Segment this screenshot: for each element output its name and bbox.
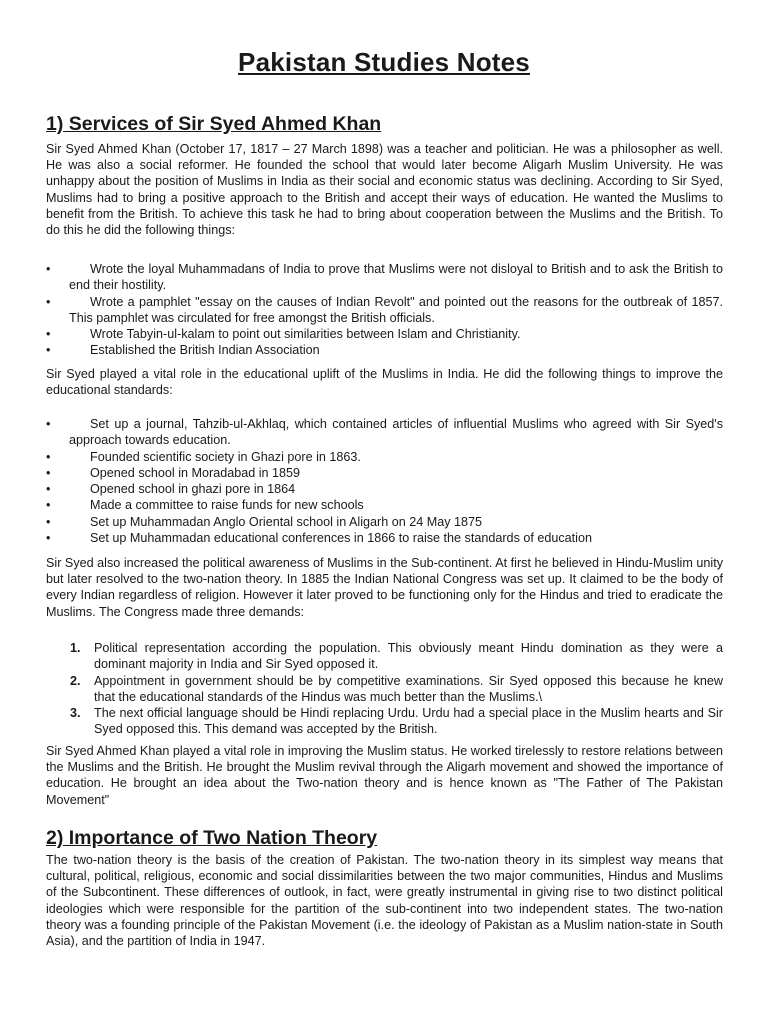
bullet-icon: • xyxy=(46,531,51,546)
bullet-icon: • xyxy=(46,498,51,513)
list-item xyxy=(46,481,723,497)
item-number: 2. xyxy=(70,673,81,688)
bullet-icon: • xyxy=(46,294,51,309)
congress-demands-list xyxy=(46,640,723,738)
page-title: Pakistan Studies Notes xyxy=(238,47,530,77)
list-item-text: Political representation according the population. This obviously meant Hindu domination as they were a dominant majority in India and Sir Syed opposed it. xyxy=(94,641,723,672)
political-paragraph: Sir Syed also increased the political awareness of Muslims in the Sub-continent. At first he believed in Hindu-Muslim unity but later resolved to the two-nation theory. In 1885 the Indian National Congress was set up. It claimed to be the body of every Indian regardless of religion. However it later proved to be functioning only for the Hindus and tried to eradicate the Muslims. The Congress made three demands: xyxy=(46,556,723,619)
list-item-text: Made a committee to raise funds for new schools xyxy=(90,498,364,513)
bullet-icon: • xyxy=(46,262,51,276)
list-item-text: Set up Muhammadan Anglo Oriental school in Aligarh on 24 May 1875 xyxy=(90,514,483,529)
section-heading-two-nation-theory: 2) Importance of Two Nation Theory xyxy=(46,827,378,849)
two-nation-paragraph: The two-nation theory is the basis of the creation of Pakistan. The two-nation theory in its simplest way means that cultural, political, religious, economic and social dissimilarities between the two major communities, Hindus and Muslims of the Subcontinent. These differences of outlook, in fact, were greatly instrumental in giving rise to two distinct political ideologies which were responsible for the partition of the sub-continent into two independent states. The two-nation theory was a founding principle of the Pakistan Movement (i.e. the ideology of Pakistan as a Muslim nation-state in South Asia), and the partition of India in 1947. xyxy=(46,853,723,949)
section-heading-sir-syed: 1) Services of Sir Syed Ahmed Khan xyxy=(46,113,382,135)
list-item-text: Set up Muhammadan educational conferences in 1866 to raise the standards of education xyxy=(90,531,592,546)
list-item xyxy=(46,530,723,546)
intro-paragraph: Sir Syed Ahmed Khan (October 17, 1817 – 27 March 1898) was a teacher and politician. He was a philosopher as well. He was also a social reformer. He founded the school that would later become Aligarh Muslim University. He was unhappy about the position of Muslims in India as their social and economic status was declining. According to Sir Syed, Muslims had to bring a positive approach to the British and accept their ways of education. He wanted the Muslims to benefit from the British. To achieve this task he had to bring about cooperation between the Muslims and the British. To do this he did the following things: xyxy=(46,142,723,238)
list-item xyxy=(46,465,723,481)
list-item-text: Set up a journal, Tahzib-ul-Akhlaq, which contained articles of influential Muslims who agreed with Sir Syed's approach towards education. xyxy=(69,417,723,448)
education-list xyxy=(46,416,723,546)
conclusion-paragraph: Sir Syed Ahmed Khan played a vital role in improving the Muslim status. He worked tirelessly to restore relations between the Muslims and the British. He brought the Muslim revival through the Aligarh movement and showed the importance of education. He brought an idea about the Two-nation theory and is hence known as "The Father of The Pakistan Movement" xyxy=(46,744,723,807)
list-item-text: Established the British Indian Association xyxy=(90,343,320,358)
item-number: 1. xyxy=(70,641,81,655)
bullet-icon: • xyxy=(46,417,51,431)
bullet-icon: • xyxy=(46,449,51,464)
list-item xyxy=(46,705,723,738)
list-item xyxy=(46,342,723,358)
list-item-text: Wrote a pamphlet "essay on the causes of Indian Revolt" and pointed out the reasons for the outbreak of 1857. This pamphlet was circulated for free amongst the British officials. xyxy=(69,294,723,325)
bullet-icon: • xyxy=(46,465,51,480)
list-item-text: Wrote the loyal Muhammadans of India to prove that Muslims were not disloyal to British and to ask the British to end their hostility. xyxy=(69,262,723,293)
list-item xyxy=(46,514,723,530)
list-item xyxy=(46,497,723,513)
bullet-icon: • xyxy=(46,343,51,358)
list-item xyxy=(46,640,723,673)
list-item xyxy=(46,449,723,465)
bullet-icon: • xyxy=(46,327,51,342)
list-item-text: Appointment in government should be by competitive examinations. Sir Syed opposed this because he knew that the educational standards of the Hindus was much better than the Muslims.\ xyxy=(94,673,723,704)
list-item xyxy=(46,261,723,294)
list-item xyxy=(46,416,723,449)
list-item xyxy=(46,294,723,327)
list-item-text: Wrote Tabyin-ul-kalam to point out similarities between Islam and Christianity. xyxy=(90,327,521,342)
item-number: 3. xyxy=(70,706,81,721)
bullet-icon: • xyxy=(46,482,51,497)
list-item-text: The next official language should be Hindi replacing Urdu. Urdu had a special place in the Muslim hearts and Sir Syed opposed this. This demand was accepted by the British. xyxy=(94,706,723,737)
list-item-text: Founded scientific society in Ghazi pore in 1863. xyxy=(90,449,361,464)
cooperation-list xyxy=(46,261,723,359)
education-paragraph: Sir Syed played a vital role in the educational uplift of the Muslims in India. He did the following things to improve the educational standards: xyxy=(46,367,723,398)
list-item xyxy=(46,673,723,706)
list-item xyxy=(46,326,723,342)
list-item-text: Opened school in ghazi pore in 1864 xyxy=(90,482,296,497)
list-item-text: Opened school in Moradabad in 1859 xyxy=(90,465,301,480)
bullet-icon: • xyxy=(46,514,51,529)
